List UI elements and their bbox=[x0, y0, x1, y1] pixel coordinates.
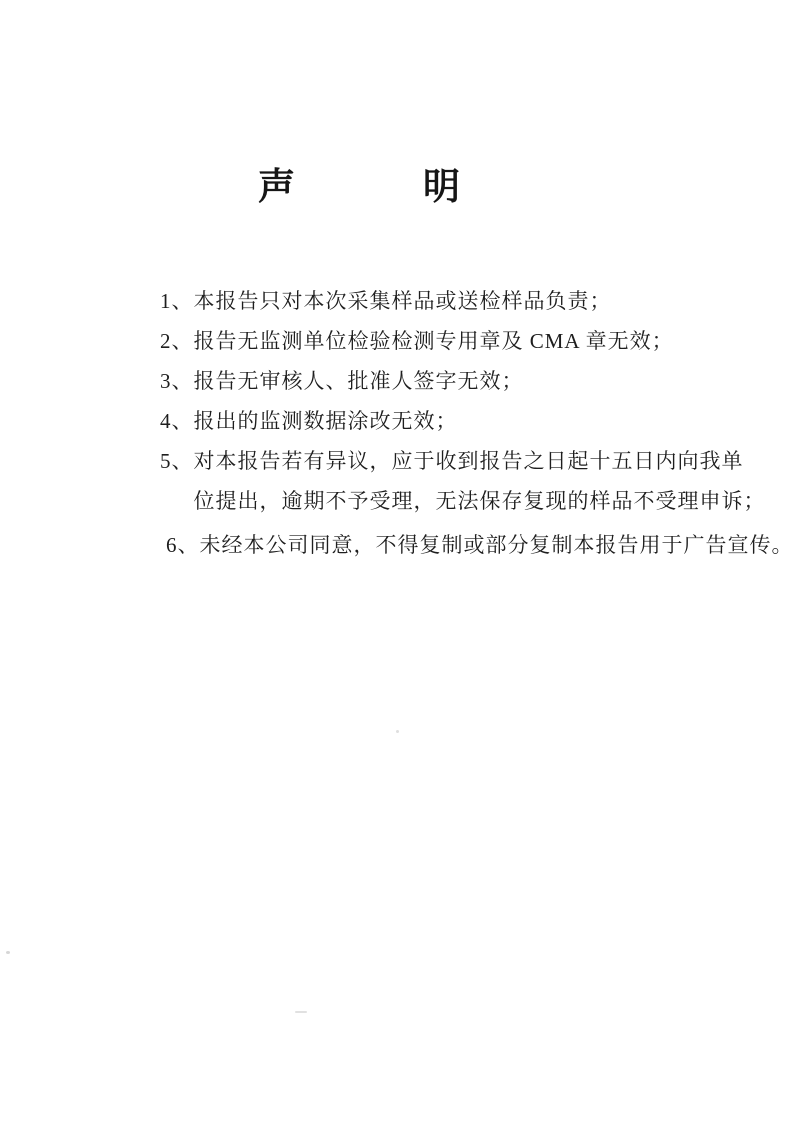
item-number: 3、 bbox=[160, 369, 194, 393]
scan-speck bbox=[6, 951, 10, 954]
item-text-line: 位提出，逾期不予受理，无法保存复现的样品不受理申诉； bbox=[193, 489, 766, 513]
item-text-line: 报告无监测单位检验检测专用章及 CMA 章无效； bbox=[193, 329, 674, 353]
item-text-line: 报出的监测数据涂改无效； bbox=[193, 409, 458, 433]
list-item-2 bbox=[160, 321, 794, 361]
item-number: 4、 bbox=[160, 409, 194, 433]
item-number: 2、 bbox=[160, 329, 194, 353]
declaration-list bbox=[160, 281, 794, 565]
item-text bbox=[194, 321, 674, 361]
item-number: 1、 bbox=[160, 289, 194, 313]
page-title bbox=[258, 169, 460, 206]
list-item-3 bbox=[160, 361, 794, 401]
item-number: 5、 bbox=[160, 449, 194, 473]
item-text-line: 本报告只对本次采集样品或送检样品负责； bbox=[193, 289, 612, 313]
scan-speck bbox=[295, 1011, 307, 1013]
item-text-line: 报告无审核人、批准人签字无效； bbox=[193, 369, 524, 393]
item-text-line: 对本报告若有异议，应于收到报告之日起十五日内向我单 bbox=[193, 449, 744, 473]
scan-speck bbox=[396, 730, 399, 733]
item-text bbox=[194, 361, 524, 401]
list-item-4 bbox=[160, 401, 794, 441]
list-item-6 bbox=[160, 525, 794, 565]
item-text bbox=[194, 441, 766, 521]
item-number: 6、 bbox=[166, 533, 200, 557]
list-item-1 bbox=[160, 281, 794, 321]
item-text-line: 未经本公司同意，不得复制或部分复制本报告用于广告宣传。 bbox=[199, 533, 794, 557]
list-item-5 bbox=[160, 441, 794, 521]
item-text bbox=[194, 281, 612, 321]
page-title-char-1: 声 bbox=[258, 167, 295, 208]
item-text bbox=[194, 401, 458, 441]
item-text bbox=[200, 525, 794, 565]
page-title-char-2: 明 bbox=[423, 167, 460, 208]
